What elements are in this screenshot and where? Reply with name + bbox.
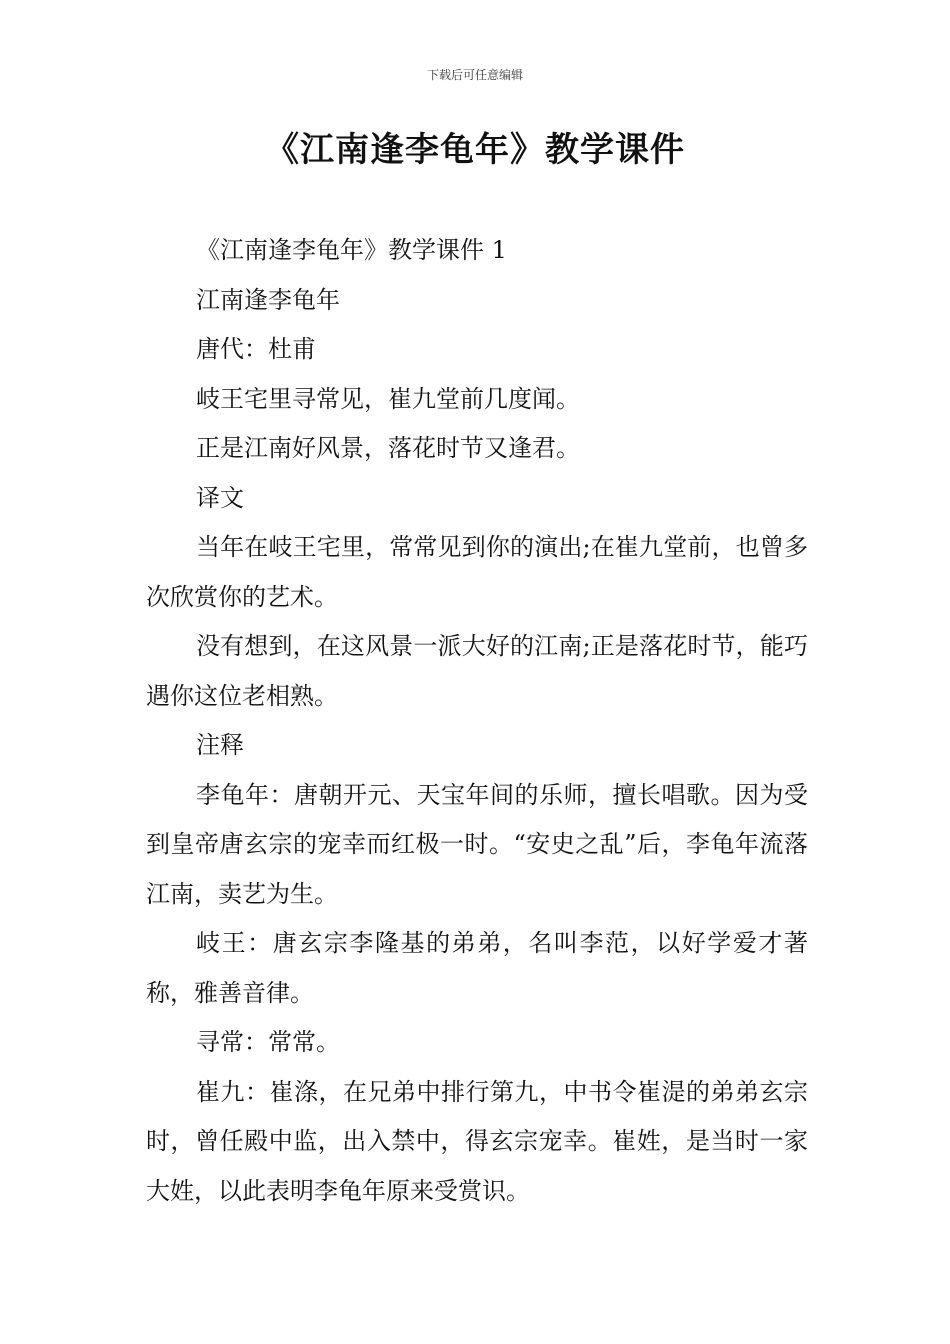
paragraph-translation-2: 没有想到，在这风景一派大好的江南;正是落花时节，能巧遇你这位老相熟。 xyxy=(146,632,808,710)
paragraph-poem-line-2: 正是江南好风景，落花时节又逢君。 xyxy=(196,434,580,462)
document-body xyxy=(146,226,808,1216)
document-title: 《江南逢李龟年》教学课件 xyxy=(265,130,685,170)
paragraph-poem-title: 江南逢李龟年 xyxy=(196,285,340,314)
header-note: 下载后可任意编辑 xyxy=(426,68,523,82)
paragraph-note-li-guinian: 李龟年：唐朝开元、天宝年间的乐师，擅长唱歌。因为受到皇帝唐玄宗的宠幸而红极一时。“安史之乱”后，李龟年流落江南，卖艺为生。 xyxy=(146,780,808,908)
paragraph-poem-line-1: 岐王宅里寻常见，崔九堂前几度闻。 xyxy=(196,384,580,413)
paragraph-note-qiwang: 岐王：唐玄宗李隆基的弟弟，名叫李范，以好学爱才著称，雅善音律。 xyxy=(146,929,808,1007)
paragraph-note-cuijiu: 崔九：崔涤，在兄弟中排行第九，中书令崔湜的弟弟玄宗时，曾任殿中监，出入禁中，得玄宗宠幸。崔姓，是当时一家大姓，以此表明李龟年原来受赏识。 xyxy=(146,1077,808,1205)
paragraph-notes-heading: 注释 xyxy=(196,731,244,759)
paragraph-translation-1: 当年在岐王宅里，常常见到你的演出;在崔九堂前，也曾多次欣赏你的艺术。 xyxy=(146,533,808,611)
paragraph-translation-heading: 译文 xyxy=(196,483,244,512)
paragraph-note-xunchang: 寻常：常常。 xyxy=(196,1028,340,1056)
paragraph-poem-author: 唐代：杜甫 xyxy=(196,335,316,363)
paragraph-section-heading: 《江南逢李龟年》教学课件 1 xyxy=(196,236,507,264)
